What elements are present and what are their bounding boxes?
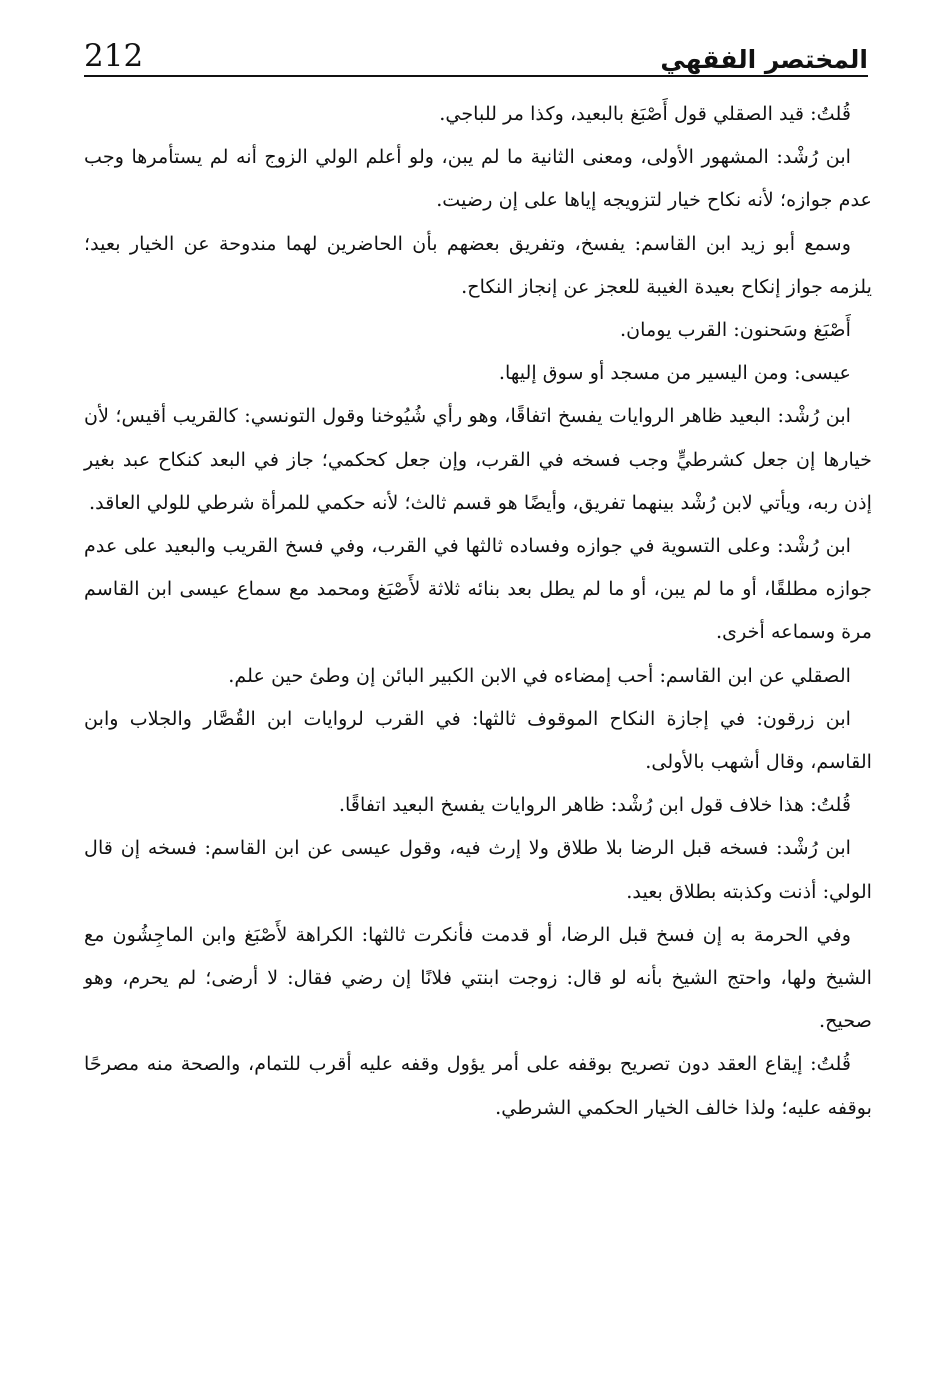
paragraph: أَصْبَغ وسَحنون: القرب يومان. <box>619 318 851 342</box>
paragraph: قُلتُ: إيقاع العقد دون تصريح بوقفه على أمر يؤول وقفه عليه أقرب للتمام، والصحة منه مصرحًا بوقفه عليه؛ ولذا خالف الخيار الحكمي الشرطي. <box>84 1052 872 1119</box>
paragraph: ابن رُشْد: المشهور الأولى، ومعنى الثانية ما لم يبن، ولو أعلم الولي الزوج أنه لم يستأمرها وجب عدم جوازه؛ لأنه نكاح خيار لتزويجه إياها على إن رضيت. <box>84 145 872 212</box>
paragraph: ابن رُشْد: وعلى التسوية في جوازه وفساده ثالثها في القرب، وفي فسخ القريب والبعيد على عدم جوازه مطلقًا، أو ما لم يبن، أو ما لم يطل بعد بنائه ثلاثة لأَصْبَغ ومحمد مع سماع عيسى ابن القاسم مرة وسماعه أخرى. <box>84 534 872 644</box>
paragraph: قُلتُ: قيد الصقلي قول أَصْبَغ بالبعيد، وكذا مر للباجي. <box>439 102 851 125</box>
paragraph: ابن زرقون: في إجازة النكاح الموقوف ثالثها: في القرب لروايات ابن القُصَّار والجلاب وابن القاسم، وقال أشهب بالأولى. <box>84 706 872 774</box>
header-divider <box>84 75 868 77</box>
page-number: 212 <box>84 38 144 74</box>
main-text <box>84 92 872 1129</box>
paragraph: الصقلي عن ابن القاسم: أحب إمضاءه في الابن الكبير البائن إن وطئ حين علم. <box>228 663 851 687</box>
running-title: المختصر الفقهي <box>660 45 868 74</box>
paragraph: عيسى: ومن اليسير من مسجد أو سوق إليها. <box>498 361 851 385</box>
page-header <box>84 26 868 72</box>
paragraph: وفي الحرمة به إن فسخ قبل الرضا، أو قدمت فأنكرت ثالثها: الكراهة لأَصْبَغ وابن الماجِشُون مع الشيخ ولها، واحتج الشيخ بأنه لو قال: زوجت ابنتي فلانًا إن رضي فقال: لا أرضى؛ لم يحرم، وهو صحيح. <box>84 922 872 1033</box>
paragraph: ابن رُشْد: فسخه قبل الرضا بلا طلاق ولا إرث فيه، وقول عيسى عن ابن القاسم: فسخه إن قال الولي: أذنت وكذبته بطلاق بعيد. <box>84 836 872 903</box>
paragraph: وسمع أبو زيد ابن القاسم: يفسخ، وتفريق بعضهم بأن الحاضرين لهما مندوحة عن الخيار بعيد؛ يلزمه جواز إنكاح بعيدة الغيبة للعجز عن إنجاز النكاح. <box>84 231 872 298</box>
paragraph: ابن رُشْد: البعيد ظاهر الروايات يفسخ اتفاقًا، وهو رأي شُيُوخنا وقول التونسي: كالقريب أقيس؛ لأن خيارها إن جعل كشرطيٍّ وجب فسخه في القرب، وإن جعل كحكمي؛ جاز في البعد كنكاح عبد بغير إذن ربه، ويأتي لابن رُشْد بينهما تفريق، وأيضًا هو قسم ثالث؛ لأنه حكمي للمرأة شرطي للولي العاقد. <box>84 404 872 514</box>
paragraph: قُلتُ: هذا خلاف قول ابن رُشْد: ظاهر الروايات يفسخ البعيد اتفاقًا. <box>338 793 851 817</box>
